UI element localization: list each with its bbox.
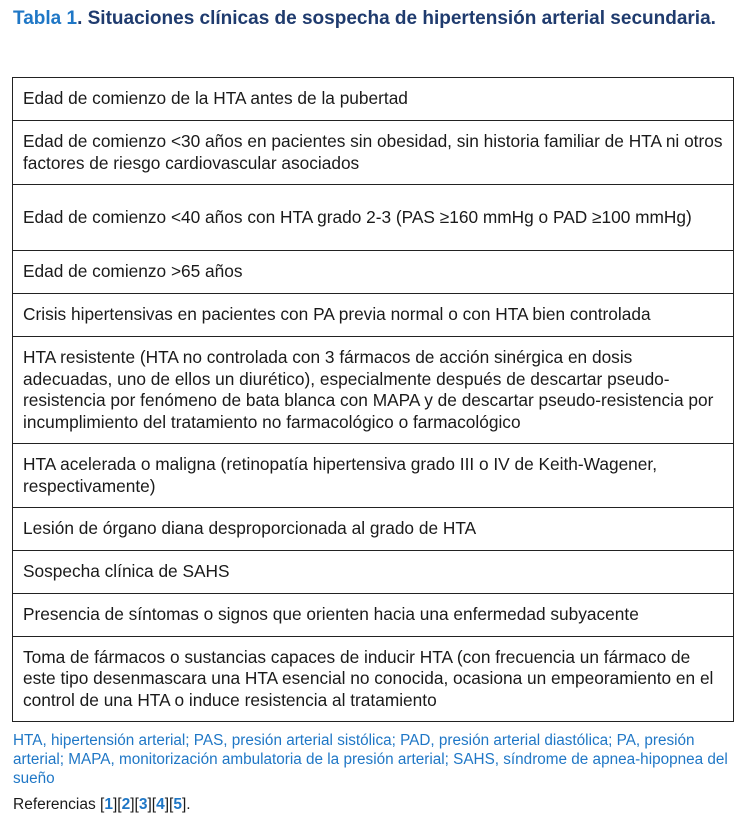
reference-link-1[interactable]: 1 [104, 796, 113, 813]
table-row [13, 251, 734, 294]
table-row [13, 637, 734, 722]
table-cell: Edad de comienzo <40 años con HTA grado 2-3 (PAS ≥160 mmHg o PAD ≥100 mmHg) [13, 185, 734, 251]
table-row [13, 508, 734, 551]
reference-link-4[interactable]: 4 [156, 796, 165, 813]
table-cell: Crisis hipertensivas en pacientes con PA previa normal o con HTA bien controlada [13, 294, 734, 337]
table-title [13, 7, 733, 31]
table-cell: Edad de comienzo de la HTA antes de la pubertad [13, 78, 734, 121]
references-suffix: . [186, 796, 191, 813]
references-line: Referencias [1][2][3][4][5]. [13, 796, 191, 813]
references-label: Referencias [13, 796, 101, 813]
table-cell: HTA resistente (HTA no controlada con 3 fármacos de acción sinérgica en dosis adecuadas, uno de ellos un diurético), especialmente después de descartar pseudo-resistencia por fenómeno de bata blanca con MAPA y de descartar pseudo-resistencia por incumplimiento del tratamiento no farmacológico o farmacológico [13, 337, 734, 444]
table-cell: Toma de fármacos o sustancias capaces de inducir HTA (con frecuencia un fármaco de este tipo desenmascara una HTA esencial no conocida, ocasiona un empeoramiento en el control de una HTA o induce resistencia al tratamiento [13, 637, 734, 722]
table-row [13, 444, 734, 508]
table-row [13, 594, 734, 637]
table-row [13, 337, 734, 444]
title-separator: . [77, 8, 88, 29]
table-title-text: Situaciones clínicas de sospecha de hipertensión arterial secundaria. [87, 8, 716, 29]
reference-link-5[interactable]: 5 [173, 796, 182, 813]
table-row [13, 551, 734, 594]
table-cell: Presencia de síntomas o signos que orienten hacia una enfermedad subyacente [13, 594, 734, 637]
table-cell: Lesión de órgano diana desproporcionada al grado de HTA [13, 508, 734, 551]
table-cell: Sospecha clínica de SAHS [13, 551, 734, 594]
table-row [13, 294, 734, 337]
clinical-situations-table [12, 77, 734, 722]
table-cell: Edad de comienzo >65 años [13, 251, 734, 294]
table-cell: Edad de comienzo <30 años en pacientes sin obesidad, sin historia familiar de HTA ni otros factores de riesgo cardiovascular asociados [13, 121, 734, 185]
abbreviations-footnote: HTA, hipertensión arterial; PAS, presión arterial sistólica; PAD, presión arterial diastólica; PA, presión arterial; MAPA, monitorización ambulatoria de la presión arterial; SAHS, síndrome de apnea-hipopnea del sueño [13, 732, 728, 787]
reference-link-2[interactable]: 2 [121, 796, 131, 813]
table-cell: HTA acelerada o maligna (retinopatía hipertensiva grado III o IV de Keith-Wagener, respectivamente) [13, 444, 734, 508]
reference-link-3[interactable]: 3 [138, 796, 148, 813]
table-row [13, 121, 734, 185]
table-row [13, 185, 734, 251]
table-title-label: Tabla 1 [13, 8, 78, 29]
table-row [13, 78, 734, 121]
